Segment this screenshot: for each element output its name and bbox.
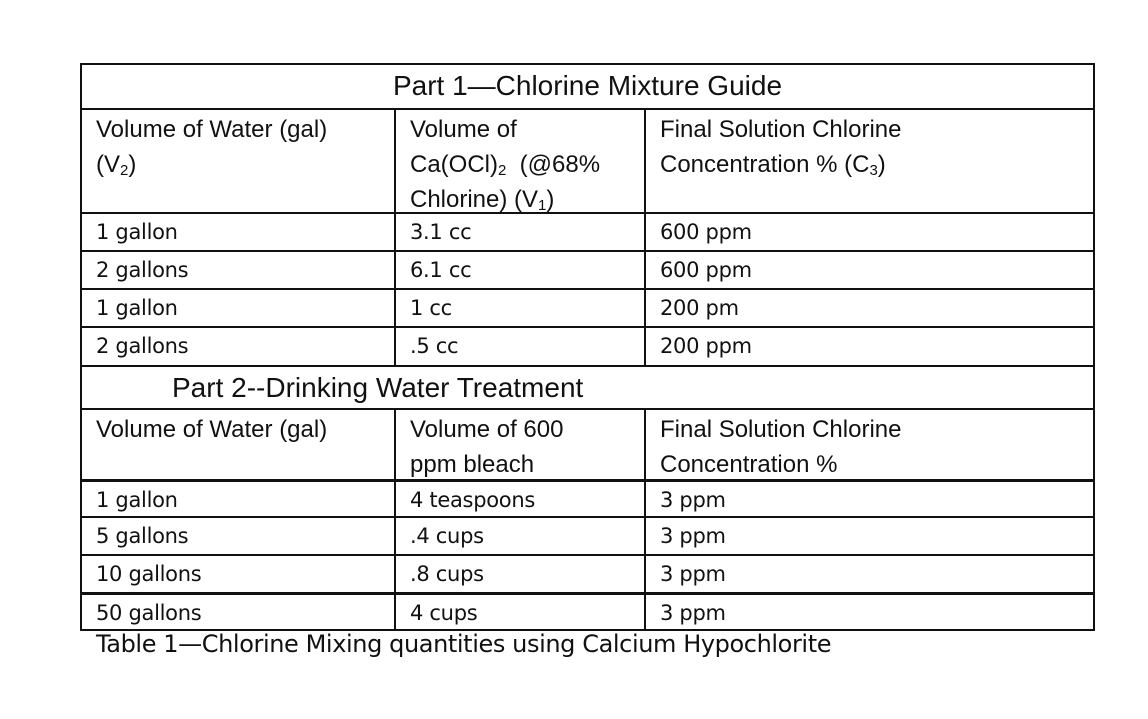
header-text: $(V_2)$ (96, 151, 137, 179)
cell-concentration: 200 pm (660, 296, 739, 320)
table-row (82, 554, 1093, 592)
part1-header-water-volume (82, 110, 396, 212)
header-text: Chlorine) $(V_1)$ (410, 186, 555, 214)
part2-header-row (82, 408, 1093, 479)
cell-concentration: 3 ppm (660, 524, 726, 548)
header-text: Volume of (410, 116, 517, 143)
part1-title-row (82, 65, 1093, 108)
header-text: Concentration % $(C_3)$ (660, 151, 886, 179)
cell-volume: .5 cc (396, 328, 646, 365)
cell-water: 1 gallon (82, 482, 396, 516)
table-row (82, 250, 1093, 288)
part2-header-water-volume: Volume of Water (gal) (82, 410, 396, 479)
cell-volume: 3.1 cc (396, 214, 646, 250)
table-row (82, 212, 1093, 250)
part2-header-final-concentration (646, 410, 1093, 479)
header-text: Concentration % (660, 451, 838, 478)
cell-volume: 4 teaspoons (396, 482, 646, 516)
cell-volume: .8 cups (396, 556, 646, 592)
table-row (82, 516, 1093, 554)
cell-water: 10 gallons (82, 556, 396, 592)
cell-volume: .4 cups (396, 518, 646, 554)
cell-water: 1 gallon (82, 214, 396, 250)
cell-concentration: 3 ppm (660, 488, 726, 512)
table-row (82, 479, 1093, 516)
chlorine-mixing-table (80, 63, 1095, 631)
table-caption: Table 1—Chlorine Mixing quantities using Calcium Hypochlorite (96, 630, 832, 658)
cell-volume: 1 cc (396, 290, 646, 326)
part1-title: Part 1—Chlorine Mixture Guide (392, 70, 783, 101)
cell-water: 2 gallons (82, 328, 396, 365)
table-row (82, 592, 1093, 629)
header-text: Volume of 600 (410, 416, 564, 443)
table-row (82, 288, 1093, 326)
cell-concentration: 600 ppm (660, 258, 752, 282)
cell-volume: 6.1 cc (396, 252, 646, 288)
part2-title-row (82, 365, 1093, 408)
cell-water: 2 gallons (82, 252, 396, 288)
cell-volume: 4 cups (396, 595, 646, 629)
cell-water: 5 gallons (82, 518, 396, 554)
table-row (82, 326, 1093, 365)
part2-title: Part 2--Drinking Water Treatment (172, 372, 584, 403)
part1-header-row (82, 108, 1093, 212)
cell-water: 50 gallons (82, 595, 396, 629)
cell-concentration: 3 ppm (660, 562, 726, 586)
cell-concentration: 3 ppm (660, 601, 726, 625)
cell-water: 1 gallon (82, 290, 396, 326)
header-text: Volume of Water (gal) (96, 116, 328, 143)
cell-concentration: 200 ppm (660, 334, 752, 358)
cell-concentration: 600 ppm (660, 220, 752, 244)
header-text: $Ca(OCl)_2$ (@68% (410, 151, 601, 179)
header-text: Final Solution Chlorine (660, 416, 902, 443)
header-text: ppm bleach (410, 451, 535, 478)
part1-header-caocl2-volume (396, 110, 646, 212)
header-text: Final Solution Chlorine (660, 116, 902, 143)
part2-header-bleach-volume (396, 410, 646, 479)
part1-header-final-concentration (646, 110, 1093, 212)
